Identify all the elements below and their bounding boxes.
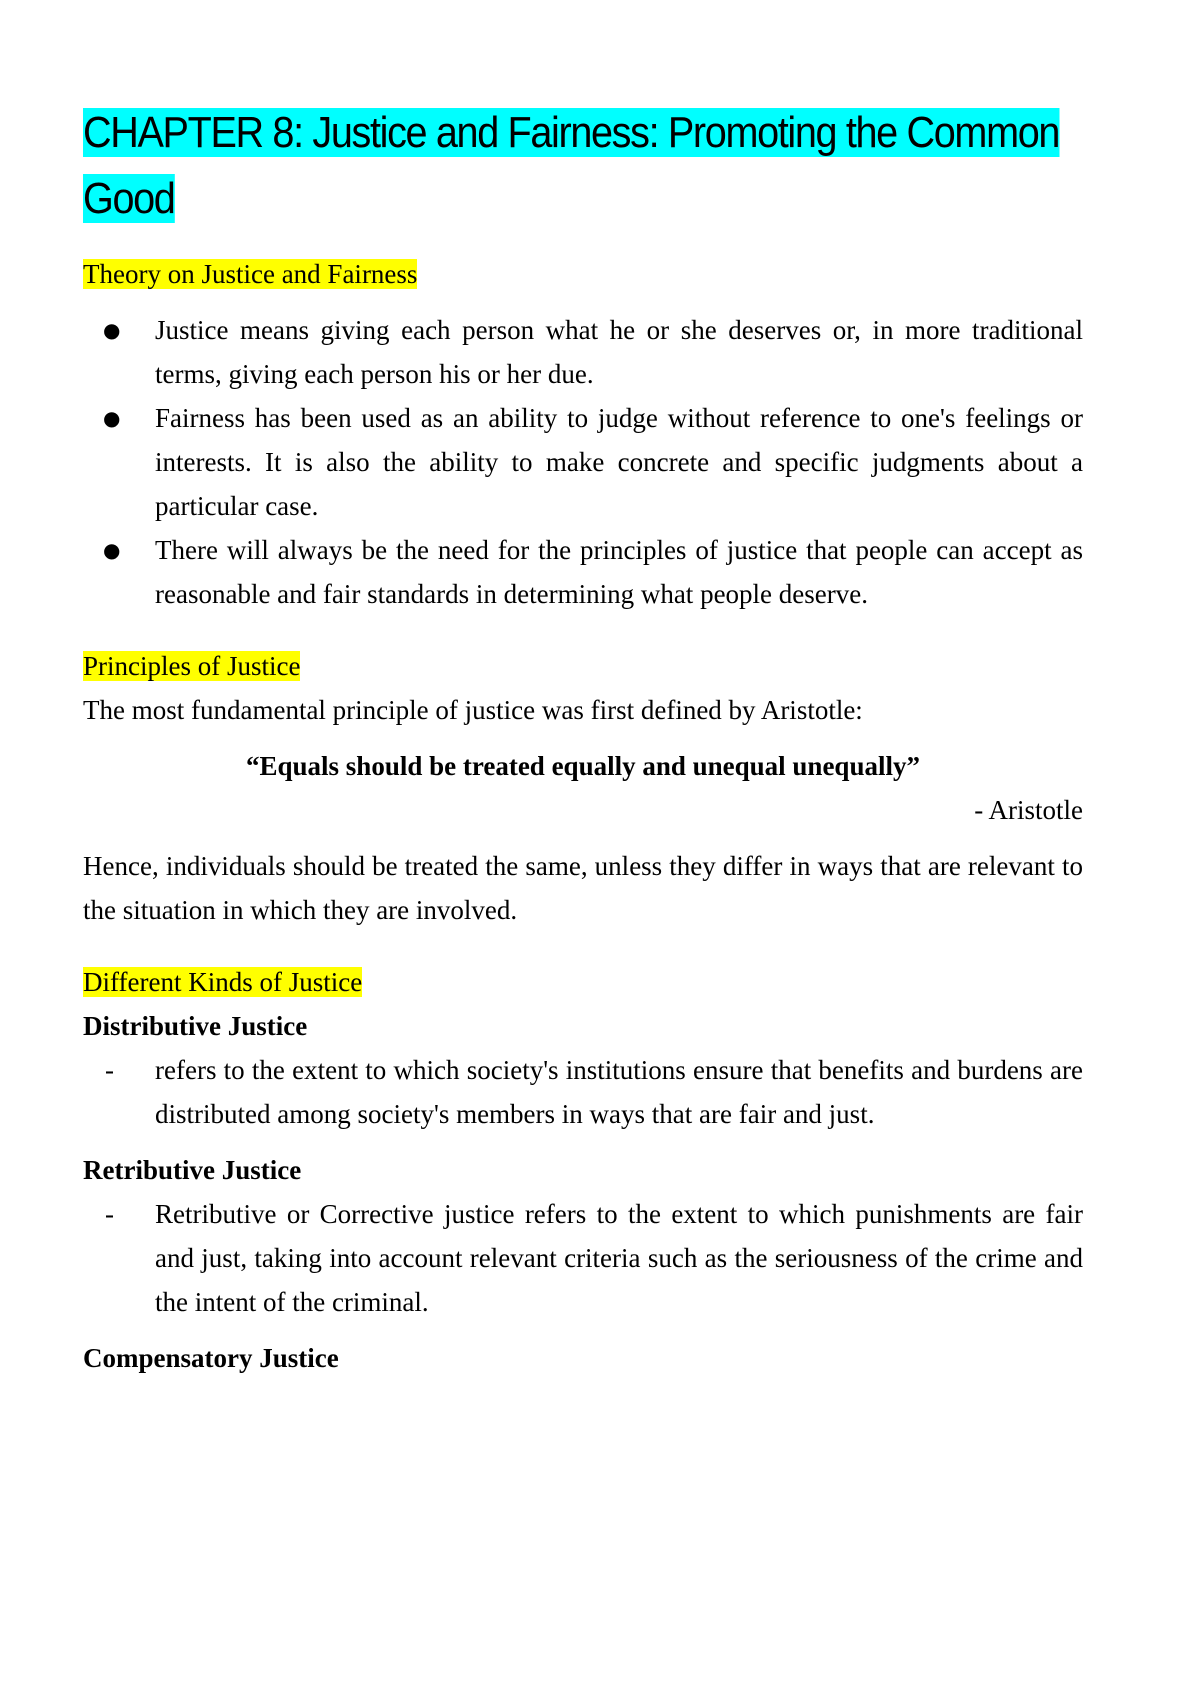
list-item	[83, 396, 1083, 528]
section-heading-theory	[83, 252, 1083, 296]
kind-heading-retributive: Retributive Justice	[83, 1155, 302, 1185]
quote-attribution: - Aristotle	[974, 795, 1083, 825]
section-heading-principles-text: Principles of Justice	[83, 651, 301, 681]
document-page	[83, 100, 1083, 1380]
list-item-text: Fairness has been used as an ability to judge without reference to one's feelings or interests. It is also the ability to make concrete and specific judgments about a particular case.	[155, 403, 1083, 521]
kind-description-retributive	[83, 1192, 1083, 1324]
dash-marker: -	[105, 1199, 114, 1229]
aristotle-quote: “Equals should be treated equally and unequal unequally”	[246, 751, 920, 781]
section-heading-kinds-text: Different Kinds of Justice	[83, 967, 363, 997]
kind-description-distributive	[83, 1048, 1083, 1136]
kind-description-text: Retributive or Corrective justice refers to the extent to which punishments are fair and just, taking into account relevant criteria such as the seriousness of the crime and the intent of the criminal.	[155, 1199, 1083, 1317]
kind-heading-compensatory: Compensatory Justice	[83, 1343, 339, 1373]
list-item	[83, 308, 1083, 396]
section-heading-theory-text: Theory on Justice and Fairness	[83, 259, 418, 289]
section-heading-kinds	[83, 960, 1083, 1004]
principles-intro: The most fundamental principle of justice was first defined by Aristotle:	[83, 695, 863, 725]
kind-heading-distributive: Distributive Justice	[83, 1011, 308, 1041]
list-item-text: Justice means giving each person what he or she deserves or, in more traditional terms, giving each person his or her due.	[155, 315, 1083, 389]
chapter-title-text: CHAPTER 8: Justice and Fairness: Promoting the Common Good	[83, 108, 1060, 223]
theory-bullet-list	[83, 308, 1083, 616]
section-heading-principles	[83, 644, 1083, 688]
bullet-icon: ●	[103, 406, 121, 430]
dash-marker: -	[105, 1055, 114, 1085]
kind-description-text: refers to the extent to which society's institutions ensure that benefits and burdens are distributed among society's members in ways that are fair and just.	[155, 1055, 1083, 1129]
list-item-text: There will always be the need for the principles of justice that people can accept as reasonable and fair standards in determining what people deserve.	[155, 535, 1083, 609]
list-item	[83, 528, 1083, 616]
bullet-icon: ●	[103, 318, 121, 342]
chapter-title	[83, 100, 1083, 232]
principles-conclusion: Hence, individuals should be treated the same, unless they differ in ways that are relevant to the situation in which they are involved.	[83, 851, 1083, 925]
bullet-icon: ●	[103, 538, 121, 562]
